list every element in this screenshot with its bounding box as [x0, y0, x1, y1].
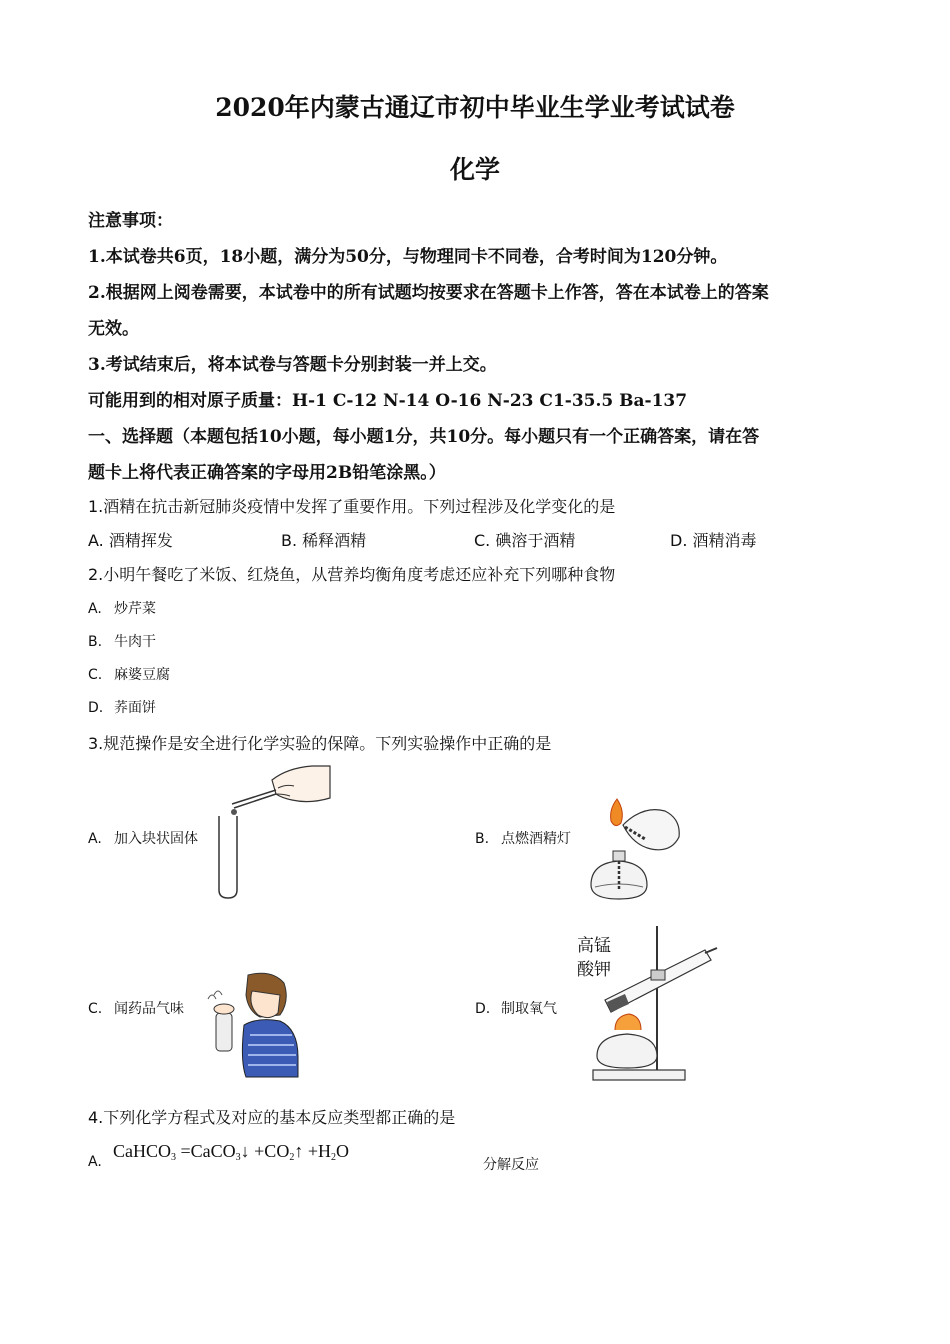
q3-option-b: B. 点燃酒精灯	[475, 831, 571, 847]
q4-option-a-type: 分解反应	[483, 1157, 539, 1173]
q2-option-d: D. 荞面饼	[88, 700, 156, 716]
q1-option-c: C. 碘溶于酒精	[474, 531, 576, 550]
q1-option-b: B. 稀释酒精	[281, 531, 367, 550]
oxygen-apparatus-figure	[585, 920, 720, 1085]
q2-option-b: B. 牛肉干	[88, 634, 156, 650]
section-heading-cont: 题卡上将代表正确答案的字母用2B铅笔涂黑。）	[88, 463, 446, 483]
q3-option-c: C. 闻药品气味	[88, 1001, 184, 1017]
figure-label-line-2: 酸钾	[577, 960, 611, 980]
test-tube-figure	[212, 760, 332, 900]
question-4-stem: 4.下列化学方程式及对应的基本反应类型都正确的是	[88, 1108, 456, 1127]
question-1-stem: 1.酒精在抗击新冠肺炎疫情中发挥了重要作用。下列过程涉及化学变化的是	[88, 497, 616, 516]
q2-option-c: C. 麻婆豆腐	[88, 667, 170, 683]
q1-option-a: A. 酒精挥发	[88, 531, 173, 550]
q4-option-a-letter: A.	[88, 1154, 102, 1170]
q2-option-a: A. 炒芹菜	[88, 601, 156, 617]
alcohol-lamp-figure	[585, 795, 690, 905]
boy-smelling-figure	[200, 965, 300, 1080]
question-1-options	[88, 528, 868, 552]
notice-item-3: 3.考试结束后，将本试卷与答题卡分别封装一并上交。	[88, 355, 497, 375]
notice-item-2: 2.根据网上阅卷需要，本试卷中的所有试题均按要求在答题卡上作答，答在本试卷上的答案	[88, 283, 769, 303]
q3-option-a: A. 加入块状固体	[88, 831, 198, 847]
notice-heading: 注意事项：	[88, 211, 173, 231]
q4-option-a-equation: CaHCO$_3$ =CaCO$_3$↓ $+CO_2↑ +H_2O$	[113, 1141, 349, 1163]
notice-item-1: 1.本试卷共6页，18小题，满分为50分，与物理同卡不同卷，合考时间为120分钟。	[88, 247, 728, 267]
notice-item-2-cont: 无效。	[88, 319, 139, 339]
question-3-stem: 3.规范操作是安全进行化学实验的保障。下列实验操作中正确的是	[88, 734, 552, 753]
figure-label-line-1: 高锰	[577, 936, 611, 956]
question-2-stem: 2.小明午餐吃了米饭、红烧鱼，从营养均衡角度考虑还应补充下列哪种食物	[88, 565, 616, 584]
atomic-masses: 可能用到的相对原子质量：H-1 C-12 N-14 O-16 N-23 C1-35.5 Ba-137	[88, 391, 688, 411]
section-heading: 一、选择题（本题包括10小题，每小题1分，共10分。每小题只有一个正确答案，请在答	[88, 427, 760, 447]
exam-title: 2020年内蒙古通辽市初中毕业生学业考试试卷	[215, 93, 735, 122]
q3-option-d: D. 制取氧气	[475, 1001, 557, 1017]
subject-title: 化学	[449, 155, 500, 184]
q1-option-d: D. 酒精消毒	[670, 531, 757, 550]
